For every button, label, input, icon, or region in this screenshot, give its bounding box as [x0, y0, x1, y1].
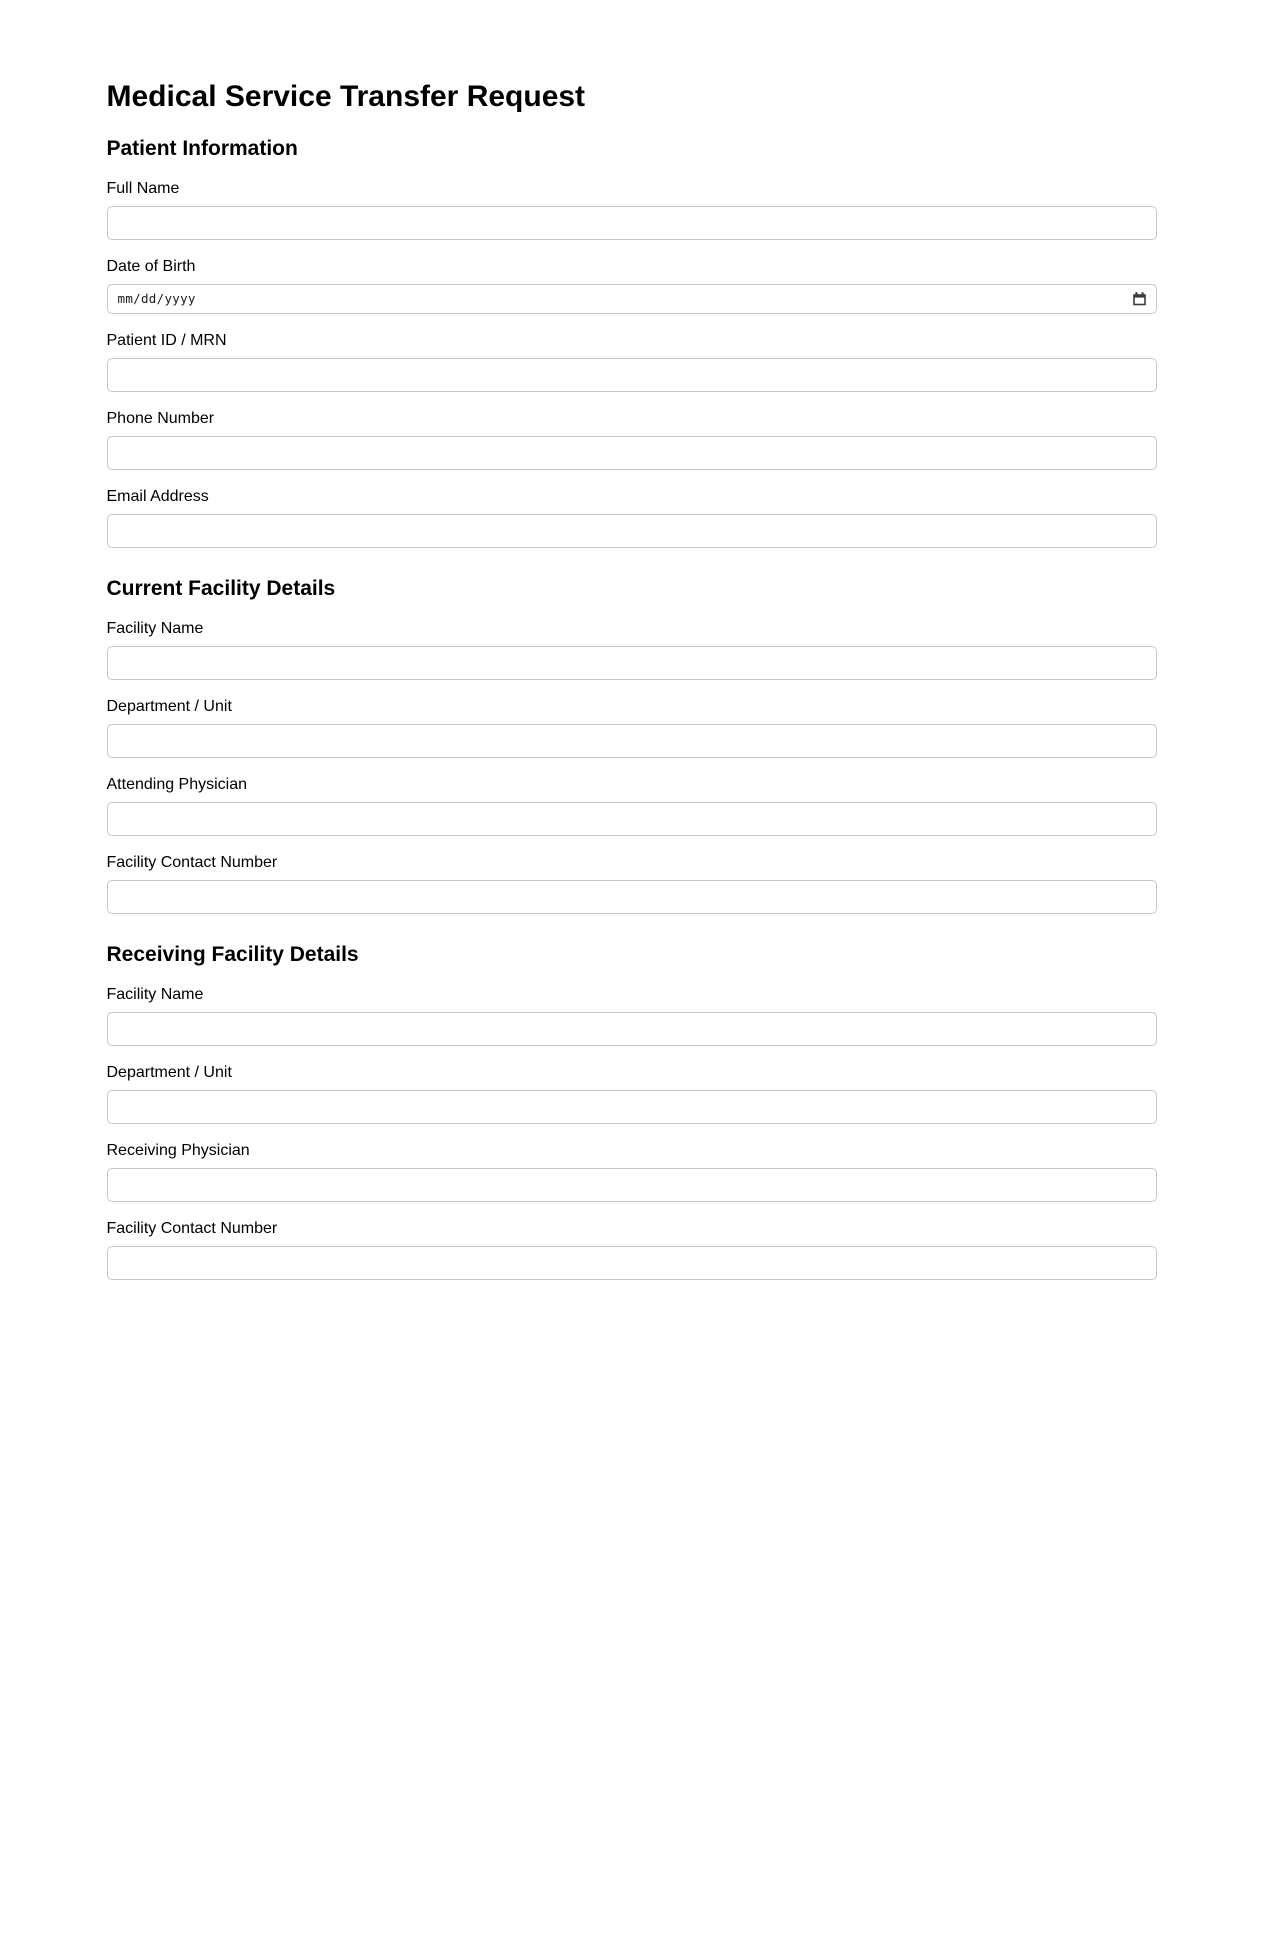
form-field	[107, 985, 1157, 1046]
form-field	[107, 853, 1157, 914]
section-heading-current-facility-details: Current Facility Details	[106, 576, 336, 600]
facility-name-input[interactable]	[107, 1012, 1157, 1046]
patient-id-mrn-input[interactable]	[107, 358, 1157, 392]
facility-contact-number-label: Facility Contact Number	[106, 1220, 278, 1238]
date-placeholder: mm/dd/yyyy	[117, 291, 196, 307]
email-address-label: Email Address	[106, 487, 209, 505]
full-name-label: Full Name	[106, 179, 180, 197]
section-heading-receiving-facility-details: Receiving Facility Details	[106, 942, 359, 966]
form-sections	[107, 136, 1157, 1281]
email-address-input[interactable]	[107, 514, 1157, 548]
form-section	[107, 576, 1157, 914]
form-section	[107, 136, 1157, 548]
section-fields	[107, 985, 1157, 1280]
form-field	[107, 257, 1157, 314]
form-section	[107, 942, 1157, 1280]
form-field	[107, 331, 1157, 392]
form-field	[107, 1141, 1157, 1202]
calendar-icon[interactable]	[1131, 290, 1148, 307]
phone-number-input[interactable]	[107, 436, 1157, 470]
transfer-request-form	[107, 0, 1157, 1280]
department-unit-label: Department / Unit	[106, 1064, 232, 1082]
facility-contact-number-input[interactable]	[107, 1246, 1157, 1280]
facility-name-label: Facility Name	[106, 986, 204, 1004]
form-field	[107, 775, 1157, 836]
phone-number-label: Phone Number	[106, 409, 215, 427]
section-fields	[107, 179, 1157, 548]
facility-name-label: Facility Name	[106, 619, 204, 637]
receiving-physician-label: Receiving Physician	[106, 1142, 250, 1160]
facility-contact-number-input[interactable]	[107, 880, 1157, 914]
date-of-birth-input[interactable]	[107, 284, 1157, 314]
form-field	[107, 487, 1157, 548]
full-name-input[interactable]	[107, 206, 1157, 240]
department-unit-input[interactable]	[107, 724, 1157, 758]
section-fields	[107, 619, 1157, 914]
form-field	[107, 1219, 1157, 1280]
patient-id-mrn-label: Patient ID / MRN	[106, 331, 227, 349]
attending-physician-label: Attending Physician	[106, 775, 248, 793]
page-title: Medical Service Transfer Request	[106, 80, 586, 113]
department-unit-input[interactable]	[107, 1090, 1157, 1124]
receiving-physician-input[interactable]	[107, 1168, 1157, 1202]
facility-contact-number-label: Facility Contact Number	[106, 853, 278, 871]
date-of-birth-label: Date of Birth	[106, 257, 196, 275]
attending-physician-input[interactable]	[107, 802, 1157, 836]
form-field	[107, 1063, 1157, 1124]
section-heading-patient-information: Patient Information	[106, 136, 298, 160]
department-unit-label: Department / Unit	[106, 697, 232, 715]
form-field	[107, 619, 1157, 680]
form-field	[107, 179, 1157, 240]
form-field	[107, 409, 1157, 470]
form-field	[107, 697, 1157, 758]
facility-name-input[interactable]	[107, 646, 1157, 680]
